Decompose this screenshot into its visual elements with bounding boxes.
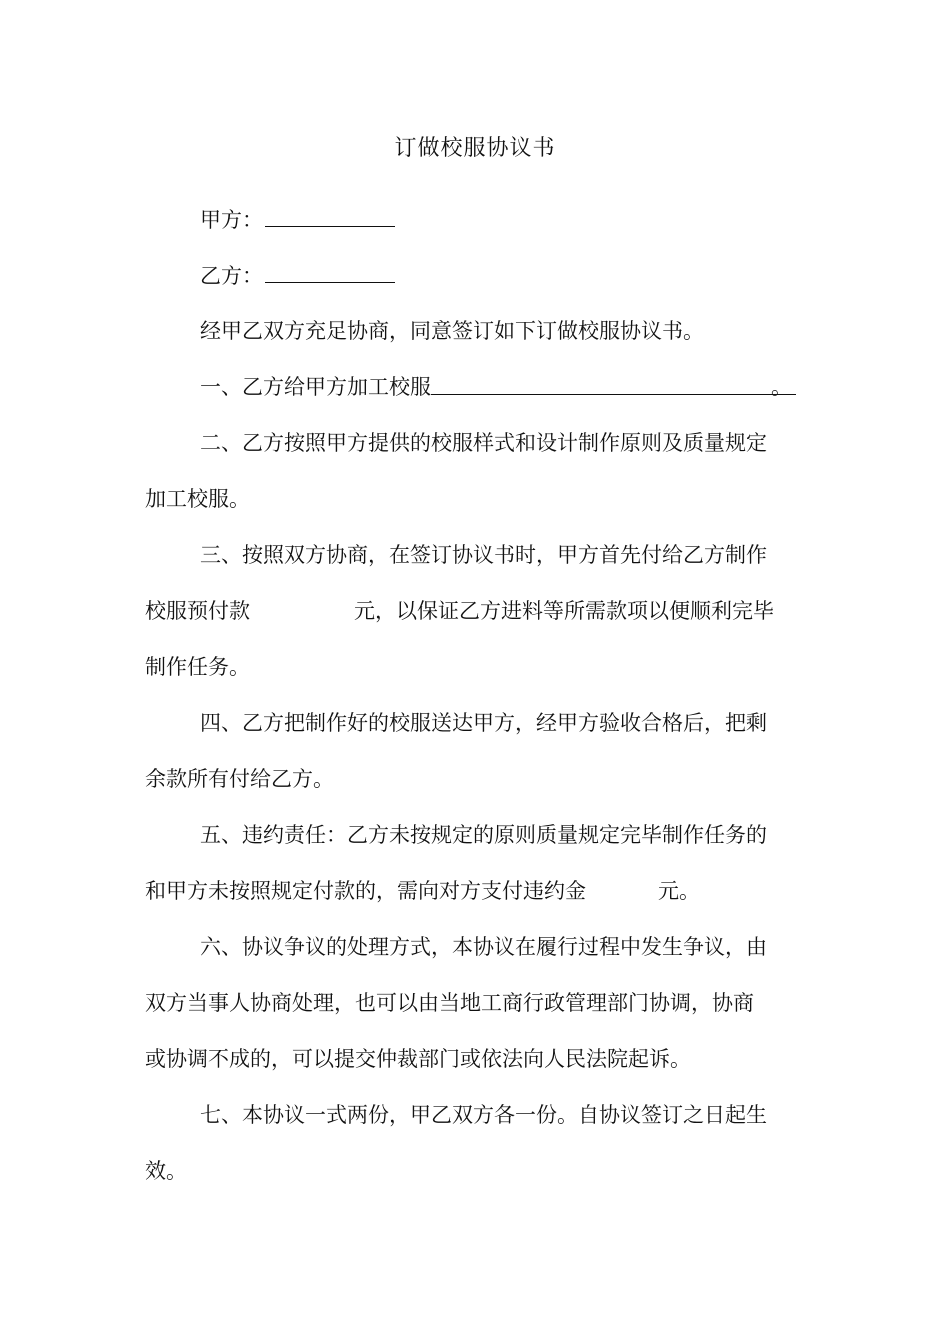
clause-6-line-1: 六、协议争议的处理方式，本协议在履行过程中发生争议，由 bbox=[200, 935, 767, 959]
clause-1-blank bbox=[431, 372, 796, 399]
clause-6-line-2: 双方当事人协商处理，也可以由当地工商行政管理部门协调，协商 bbox=[145, 991, 754, 1015]
clause-3-line-1: 三、按照双方协商，在签订协议书时，甲方首先付给乙方制作 bbox=[200, 543, 767, 567]
clause-1-text: 一、乙方给甲方加工校服 bbox=[200, 375, 431, 399]
party-b-blank bbox=[265, 260, 395, 283]
clause-5-text-b: 元。 bbox=[658, 879, 700, 903]
clause-2-line-1: 二、乙方按照甲方提供的校服样式和设计制作原则及质量规定 bbox=[200, 431, 767, 455]
clause-1 bbox=[200, 372, 796, 402]
document-title: 订做校服协议书 bbox=[394, 136, 556, 161]
clause-3-text-a: 校服预付款 bbox=[145, 599, 250, 623]
clause-3-line-3: 制作任务。 bbox=[145, 655, 250, 679]
clause-5-text-a: 和甲方未按照规定付款的，需向对方支付违约金 bbox=[145, 879, 586, 903]
clause-5-line-2 bbox=[145, 876, 700, 906]
clause-5-line-1: 五、违约责任：乙方未按规定的原则质量规定完毕制作任务的 bbox=[200, 823, 767, 847]
clause-7-line-1: 七、本协议一式两份，甲乙双方各一份。自协议签订之日起生 bbox=[200, 1103, 767, 1127]
clause-1-end: 。 bbox=[771, 375, 792, 399]
clause-7-line-2: 效。 bbox=[145, 1159, 187, 1183]
party-a-blank bbox=[265, 204, 395, 227]
clause-3-line-2 bbox=[145, 596, 774, 626]
party-a-label: 甲方： bbox=[200, 208, 263, 232]
clause-6-line-3: 或协调不成的，可以提交仲裁部门或依法向人民法院起诉。 bbox=[145, 1047, 691, 1071]
clause-2-line-2: 加工校服。 bbox=[145, 487, 250, 511]
party-b-line bbox=[200, 260, 395, 291]
clause-4-line-2: 余款所有付给乙方。 bbox=[145, 767, 334, 791]
clause-4-line-1: 四、乙方把制作好的校服送达甲方，经甲方验收合格后，把剩 bbox=[200, 711, 767, 735]
party-b-label: 乙方： bbox=[200, 264, 263, 288]
party-a-line bbox=[200, 204, 395, 235]
intro-paragraph: 经甲乙双方充足协商，同意签订如下订做校服协议书。 bbox=[200, 319, 704, 343]
clause-3-text-b: 元，以保证乙方进料等所需款项以便顺利完毕 bbox=[354, 599, 774, 623]
